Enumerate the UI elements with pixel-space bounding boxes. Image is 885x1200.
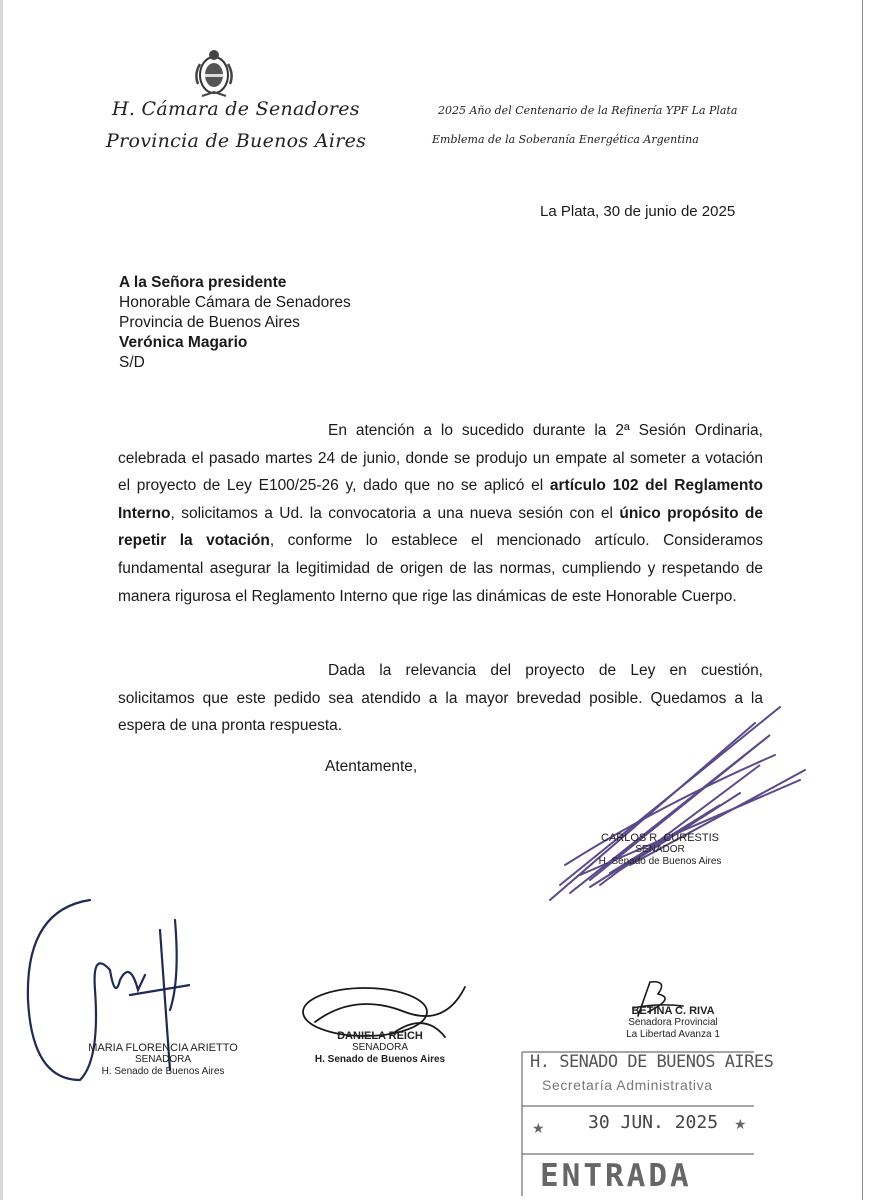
signatory-curestis bbox=[575, 832, 745, 868]
arietto-name: MARIA FLORENCIA ARIETTO bbox=[88, 1042, 238, 1054]
stamp-date: 30 JUN. 2025 bbox=[588, 1112, 719, 1133]
p1-bold-purpose: único propósito de repetir la votación bbox=[118, 504, 764, 550]
addressee-salutation: A la Señora presidente bbox=[119, 274, 287, 291]
reich-name: DANIELA REICH bbox=[337, 1030, 423, 1042]
arietto-org: H. Senado de Buenos Aires bbox=[101, 1066, 225, 1077]
riva-title: Senadora Provincial bbox=[628, 1017, 718, 1028]
p1-text-e: , conforme lo establece el mencionado artículo. Consideramos fundamental asegurar la legitimidad de origen de las normas, cumpliendo y respetando de manera rigurosa el Reglamento Interno que rige las dinámicas de este Honorable Cuerpo. bbox=[118, 532, 764, 605]
coat-of-arms-icon bbox=[192, 44, 236, 100]
signatory-arietto bbox=[88, 1042, 238, 1078]
stamp-secretariat: Secretaría Administrativa bbox=[542, 1077, 713, 1093]
arietto-title: SENADORA bbox=[134, 1054, 192, 1065]
year-motto-line1: 2025 Año del Centenario de la Refinería YPF La Plata bbox=[438, 104, 738, 117]
signatory-riva bbox=[608, 1005, 738, 1041]
year-motto-line2: Emblema de la Soberanía Energética Argentina bbox=[432, 133, 699, 146]
p1-text-a: En atención a lo sucedido durante la 2ª Sesión Ordinaria, celebrada el pasado martes 24 de junio, donde se produjo un empate al someter a votación el proyecto de Ley E100/25-26 y, dado que no se aplicó el bbox=[118, 422, 763, 495]
reich-org: H. Senado de Buenos Aires bbox=[314, 1054, 446, 1065]
addressee-province: Provincia de Buenos Aires bbox=[119, 314, 300, 331]
p1-text-c: , solicitamos a Ud. la convocatoria a una nueva sesión con el bbox=[170, 504, 620, 522]
curestis-title: SENADOR bbox=[635, 844, 685, 855]
stamp-entry: ENTRADA bbox=[540, 1158, 692, 1194]
addressee-name: Verónica Magario bbox=[119, 334, 248, 351]
p1-bold-article: artículo 102 del Reglamento Interno bbox=[118, 477, 763, 522]
signatory-reich bbox=[300, 1030, 460, 1066]
reich-title: SENADORA bbox=[351, 1042, 409, 1053]
curestis-name: CARLOS R. CURESTIS bbox=[601, 832, 719, 844]
stamp-star-right-icon: ★ bbox=[734, 1116, 747, 1132]
body-paragraph-2: Dada la relevancia del proyecto de Ley en cuestión, solicitamos que este pedido sea atendido a la mayor brevedad posible. Quedamos a la espera de una pronta respuesta. bbox=[118, 662, 763, 735]
closing-phrase: Atentamente, bbox=[325, 758, 418, 775]
letter-date: La Plata, 30 de junio de 2025 bbox=[540, 203, 736, 220]
stamp-senate: H. SENADO DE BUENOS AIRES bbox=[530, 1052, 774, 1072]
scan-left-edge bbox=[0, 0, 3, 1200]
chamber-name: H. Cámara de Senadores bbox=[112, 98, 360, 120]
curestis-org: H. Senado de Buenos Aires bbox=[598, 856, 722, 867]
riva-org: La Libertad Avanza 1 bbox=[626, 1029, 720, 1040]
signature-curestis bbox=[530, 695, 810, 905]
scan-right-edge bbox=[862, 0, 863, 1200]
stamp-star-left-icon: ★ bbox=[532, 1120, 545, 1136]
addressee-sd: S/D bbox=[119, 354, 145, 371]
riva-name: BETINA C. RIVA bbox=[631, 1005, 715, 1017]
province-name: Provincia de Buenos Aires bbox=[106, 130, 367, 152]
addressee-block bbox=[119, 273, 351, 373]
addressee-chamber: Honorable Cámara de Senadores bbox=[119, 294, 351, 311]
body-paragraph-1 bbox=[118, 417, 763, 610]
